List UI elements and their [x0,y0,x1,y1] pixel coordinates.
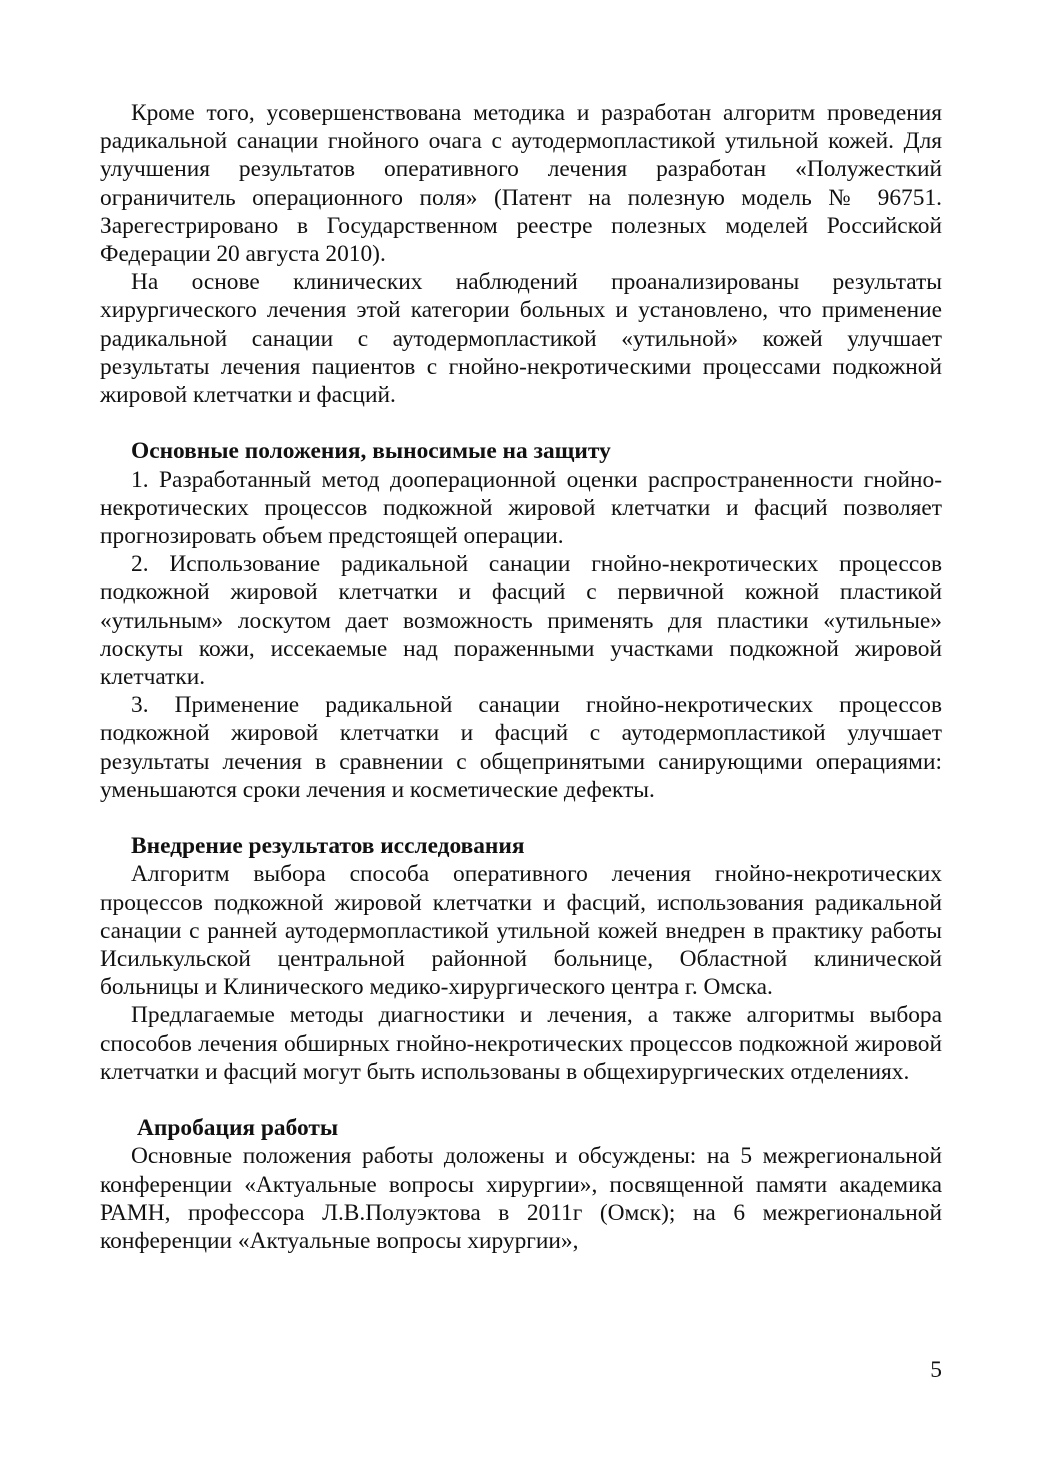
defense-statement-2: 2. Использование радикальной санации гнойно-некротических процессов подкожной жировой клетчатки и фасций с первичной кожной пластикой «утильным» лоскутом дает возможность применять для пластики «утильные» лоскуты кожи, иссекаемые над пораженными участками подкожной жировой клетчатки. [100,551,942,691]
page-number: 5 [930,1357,942,1383]
implementation-paragraph-2: Предлагаемые методы диагностики и лечения, а также алгоритмы выбора способов лечения обширных гнойно-некротических процессов подкожной жировой клетчатки и фасций могут быть использованы в общехирургических отделениях. [100,1002,942,1085]
defense-statement-1: 1. Разработанный метод дооперационной оценки распространенности гнойно-некротических процессов подкожной жировой клетчатки и фасций позволяет прогнозировать объем предстоящей операции. [100,466,942,550]
section-heading-defense-statements: Основные положения, выносимые на защиту [131,438,611,465]
document-page [100,99,942,1255]
intro-paragraph-1: Кроме того, усовершенствована методика и разработан алгоритм проведения радикальной санации гнойного очага с аутодермопластикой утильной кожей. Для улучшения результатов оперативного лечения разработан «Полужесткий ограничитель операционного поля» (Патент на полезную модель № 96751. Зарегестрировано в Государственном реестре полезных моделей Российской Федерации 20 августа 2010). [100,100,942,268]
section-heading-approbation: Апробация работы [137,1115,339,1142]
intro-paragraph-2: На основе клинических наблюдений проанализированы результаты хирургического лечения этой категории больных и установлено, что применение радикальной санации с аутодермопластикой «утильной» кожей улучшает результаты лечения пациентов с гнойно-некротическими процессами подкожной жировой клетчатки и фасций. [100,269,942,409]
approbation-paragraph-1: Основные положения работы доложены и обсуждены: на 5 межрегиональной конференции «Актуальные вопросы хирургии», посвященной памяти академика РАМН, профессора Л.В.Полуэктова в 2011г (Омск); на 6 межрегиональной конференции «Актуальные вопросы хирургии», [100,1143,942,1255]
implementation-paragraph-1: Алгоритм выбора способа оперативного лечения гнойно-некротических процессов подкожной жировой клетчатки и фасций, использования радикальной санации с ранней аутодермопластикой утильной кожей внедрен в практику работы Исилькульской центральной районной больнице, Областной клинической больницы и Клинического медико-хирургического центра г. Омска. [100,861,942,1001]
section-heading-implementation: Внедрение результатов исследования [131,833,525,860]
defense-statement-3: 3. Применение радикальной санации гнойно-некротических процессов подкожной жировой клетчатки и фасций с аутодермопластикой улучшает результаты лечения в сравнении с общепринятыми санирующими операциями: уменьшаются сроки лечения и косметические дефекты. [100,692,942,803]
